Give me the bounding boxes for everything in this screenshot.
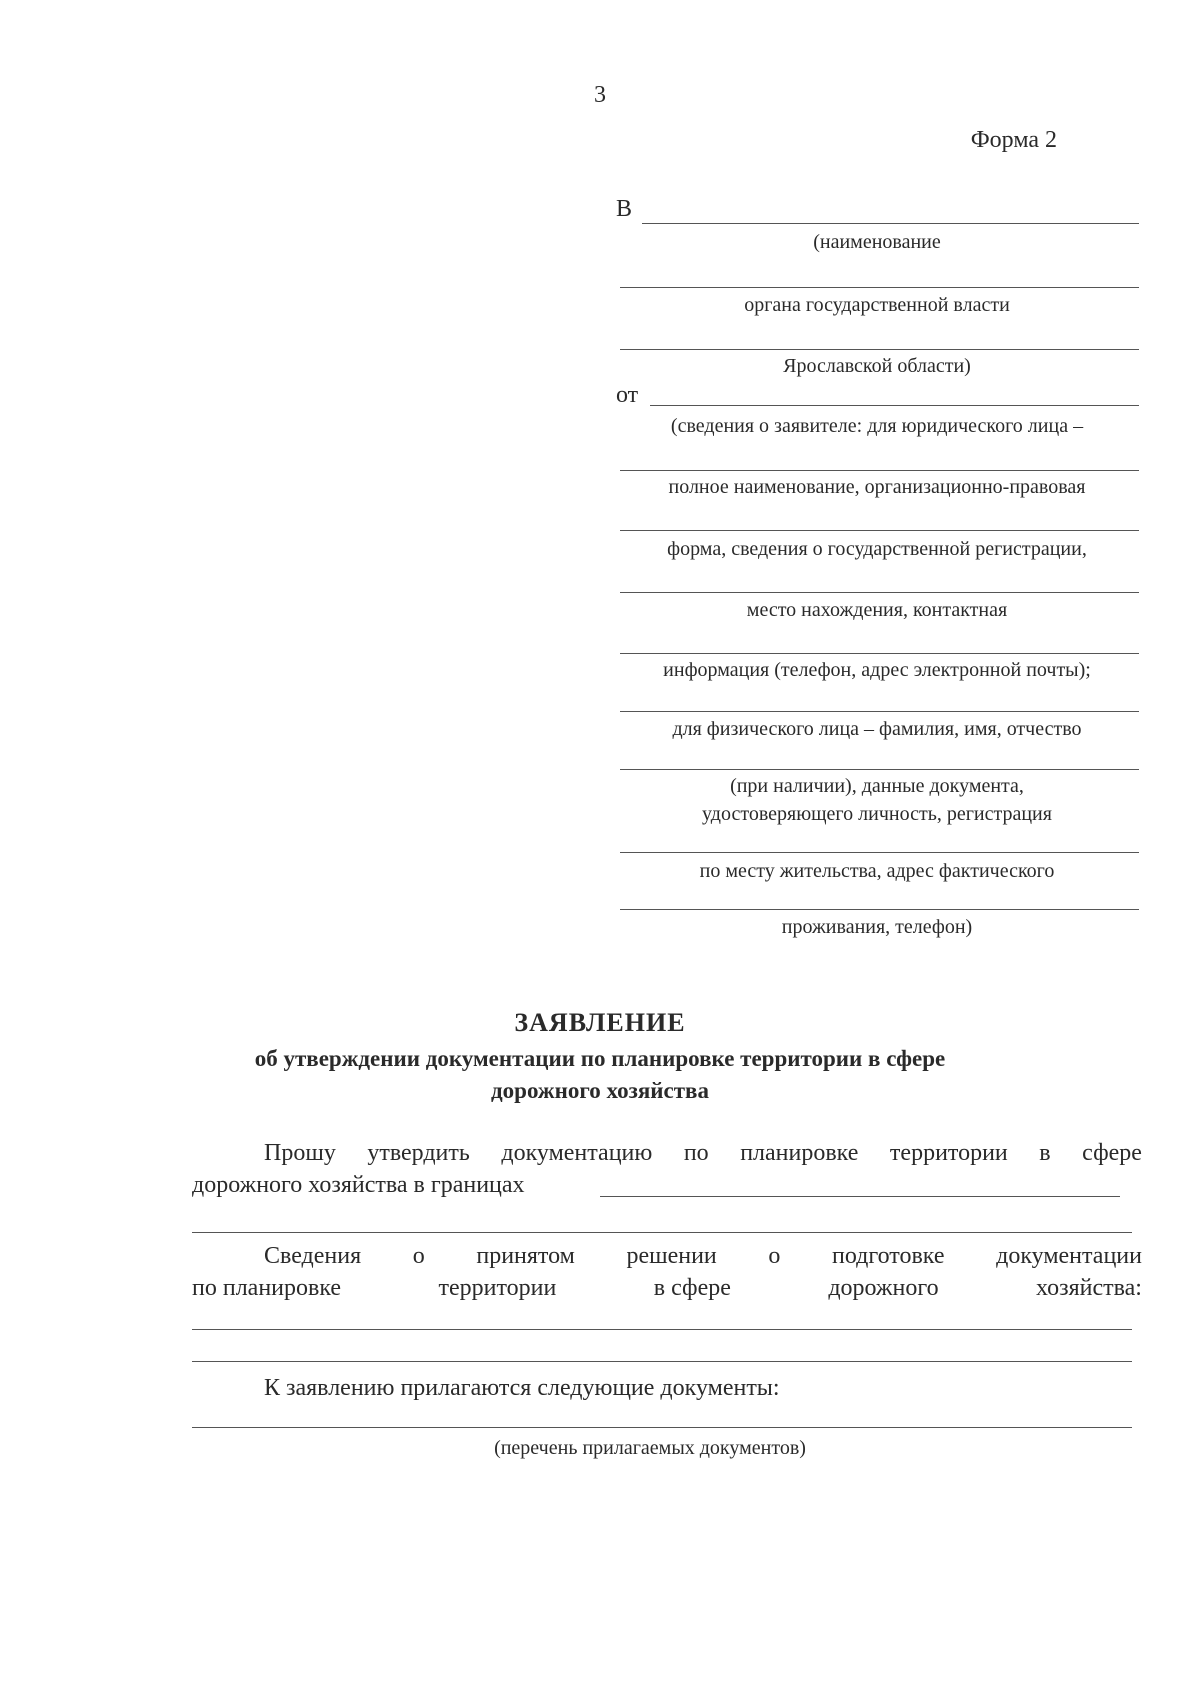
applicant-caption: по месту жительства, адрес фактического	[699, 860, 1055, 882]
subtitle-line: дорожного хозяйства	[491, 1078, 709, 1103]
addressee-caption: (наименование	[813, 231, 941, 253]
word: принятом	[476, 1243, 575, 1269]
word: в	[1039, 1140, 1051, 1166]
word: утвердить	[367, 1140, 470, 1166]
applicant-caption: (при наличии), данные документа,	[730, 775, 1024, 797]
word: планировке	[740, 1140, 859, 1166]
applicant-line	[620, 470, 1139, 471]
applicant-caption: информация (телефон, адрес электронной почты);	[663, 659, 1091, 681]
applicant-caption: (сведения о заявителе: для юридического лица –	[670, 415, 1084, 437]
decision-paragraph	[192, 1240, 1142, 1304]
word: территории	[889, 1140, 1008, 1166]
applicant-line	[620, 769, 1139, 770]
applicant-caption: место нахождения, контактная	[746, 599, 1008, 621]
applicant-line	[620, 909, 1139, 910]
form-label: Форма 2	[970, 127, 1057, 153]
applicant-caption: полное наименование, организационно-правовая	[668, 476, 1086, 498]
word: по	[683, 1140, 709, 1166]
decision-line	[192, 1329, 1132, 1330]
word: Сведения	[264, 1243, 362, 1269]
applicant-caption: для физического лица – фамилия, имя, отчество	[672, 718, 1082, 740]
addressee-line	[642, 223, 1139, 224]
addressee-line	[620, 287, 1139, 288]
decision-line	[192, 1361, 1132, 1362]
boundaries-line	[192, 1232, 1132, 1233]
paragraph-line	[192, 1272, 1142, 1304]
subtitle-line: об утверждении документации по планировке территории в сфере	[254, 1046, 946, 1071]
document-title: ЗАЯВЛЕНИЕ	[514, 1008, 686, 1037]
attachments-line	[192, 1427, 1132, 1428]
document-subtitle	[0, 1043, 1200, 1107]
word: территории	[438, 1275, 557, 1301]
attachments-hint: (перечень прилагаемых документов)	[494, 1437, 806, 1459]
applicant-line	[620, 592, 1139, 593]
word: хозяйства:	[1036, 1275, 1142, 1301]
applicant-caption: проживания, телефон)	[781, 916, 973, 938]
paragraph-line: дорожного хозяйства в границах	[192, 1172, 525, 1198]
addressee-caption: Ярославской области)	[783, 355, 971, 377]
attachments-paragraph: К заявлению прилагаются следующие документы:	[264, 1375, 780, 1401]
applicant-line	[620, 653, 1139, 654]
applicant-caption: удостоверяющего личность, регистрация	[702, 803, 1052, 825]
word: документацию	[501, 1140, 653, 1166]
word: документации	[996, 1243, 1142, 1269]
applicant-line	[620, 852, 1139, 853]
word: решении	[626, 1243, 717, 1269]
paragraph-line	[192, 1240, 1142, 1272]
word: подготовке	[831, 1243, 945, 1269]
addressee-prefix: В	[616, 196, 633, 222]
addressee-line	[620, 349, 1139, 350]
request-paragraph	[192, 1137, 1142, 1201]
applicant-line	[650, 405, 1139, 406]
word: дорожного	[828, 1275, 939, 1301]
word: о	[412, 1243, 425, 1269]
word: Прошу	[264, 1140, 336, 1166]
paragraph-line	[192, 1137, 1142, 1169]
applicant-caption: форма, сведения о государственной регистрации,	[667, 538, 1087, 560]
addressee-caption: органа государственной власти	[744, 294, 1010, 316]
applicant-line	[620, 530, 1139, 531]
word: в сфере	[653, 1275, 731, 1301]
word: сфере	[1082, 1140, 1142, 1166]
page-number: 3	[594, 82, 606, 108]
applicant-line	[620, 711, 1139, 712]
word: по планировке	[192, 1275, 342, 1301]
boundaries-line	[600, 1196, 1120, 1197]
word: о	[768, 1243, 781, 1269]
applicant-prefix: от	[616, 382, 639, 408]
